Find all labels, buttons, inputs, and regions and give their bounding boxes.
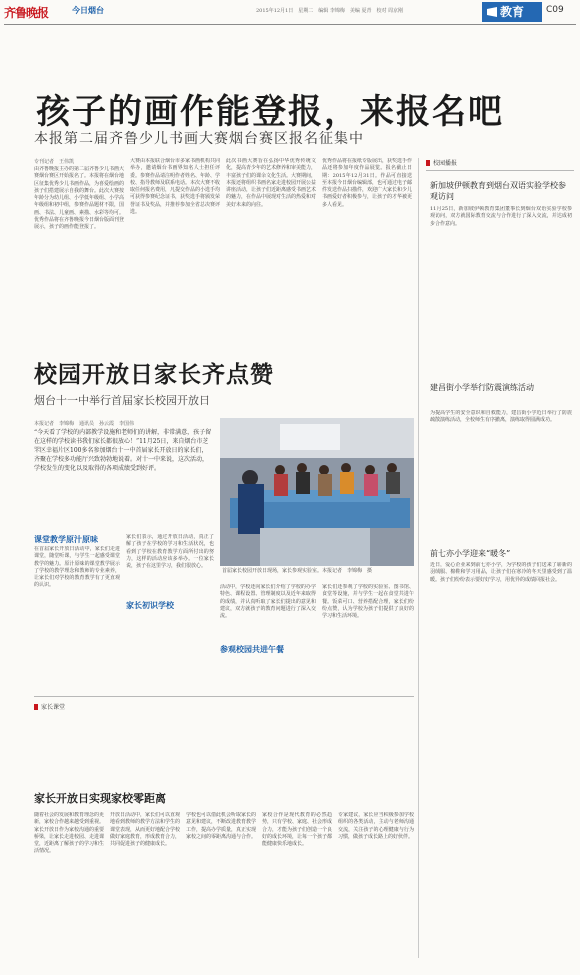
tag-marker — [34, 704, 38, 710]
sidebar-heading: 建昌街小学举行防震演练活动 — [430, 383, 534, 392]
article2-column: 家长们还参观了学校的实验室、图书馆、食堂等设施，并与学生一起在食堂共进午餐。饭菜可口、营养搭配合理，家长们纷纷点赞，认为学校为孩子们提供了良好的学习和生活环境。 — [322, 584, 414, 620]
article2-subhead: 烟台十一中举行首届家长校园开放日 — [34, 394, 210, 407]
sidebar-text: 为提高学生的安全意识和自救能力，建昌街小学近日举行了防震疏散演练活动，全校师生有序撤离，演练取得圆满成功。 — [430, 410, 572, 424]
section-label: 教育 — [500, 5, 525, 19]
open-day-photo — [220, 418, 414, 566]
article3-column: 家校合作是现代教育的必然趋势，只有学校、家庭、社会形成合力，才能为孩子们创造一个良好的成长环境，让每一个孩子都能健康快乐地成长。 — [262, 812, 332, 848]
article1-column: 由齐鲁晚报主办的第二届齐鲁少儿书画大赛烟台赛区开始报名了。本报将在烟台地区征集优秀少儿书画作品，为喜爱绘画的孩子们搭建展示自我的舞台。此次大赛按年龄分为幼儿组、小学低年级组、小学高年级组和初中组，参赛作品题材不限，国画、书法、儿童画、素描、水彩等均可。优秀作品将在齐鲁晚报今日烟台版面刊登展示，孩子的画作能登报了。 — [34, 166, 124, 231]
article3-column: 随着社会的发展和教育理念的更新，家校合作越来越受到重视。家长开放日作为家校沟通的重要桥梁，让家长走进校园、走进课堂，近距离了解孩子的学习和生活情况。 — [34, 812, 104, 855]
article1-subhead: 本报第二届齐鲁少儿书画大赛烟台赛区报名征集中 — [34, 131, 364, 147]
sidebar-text: 近日，爱心企业来到前七亦小学，为学校的孩子们送来了崭新的羽绒服、棉鞋和学习用品，让孩子们在寒冷的冬天里感受到了温暖。孩子们纷纷表示要好好学习，用优异的成绩回报社会。 — [430, 562, 572, 583]
article2-column: 在首届家长开放日活动中，家长们走进课堂，随堂听课，与学生一起感受课堂教学的魅力。原汁原味的课堂教学展示了学校的教学理念和教师的专业素养，让家长们对学校的教育教学有了更直观的认识。 — [34, 546, 120, 589]
article3-column: 学校也可以借此机会听取家长的意见和建议，不断改进教育教学工作，提高办学质量，真正实现家校之间的零距离沟通与合作。 — [186, 812, 256, 840]
section-divider — [34, 696, 414, 697]
article2-lead: “今天看了学校的内部教学设施和老师们的讲解，非常满意，孩子留在这样的学校读书我们家长都很放心！”11月25日，来自烟台市芝罘区幸福片区100多名参加烟台十一中首届家长开放日的家长们，齐聚在学校多功能厅兴致勃勃地说着。对十一中来说，这次活动，学校发生的变化以及取得的各项成绩受到好评。 — [34, 429, 212, 472]
article3-tag-label: 家长课堂 — [41, 704, 66, 711]
header-rule — [4, 24, 576, 25]
tag-marker — [426, 160, 430, 166]
sidebar-tag-label: 校园播报 — [433, 160, 458, 167]
classroom-photo-illustration — [220, 418, 414, 566]
section-icon — [487, 7, 497, 17]
sidebar-tag — [426, 158, 457, 167]
photo-caption: 首届家长校园开放日现场，家长参观实验室。本报记者 李锦梅 摄 — [222, 568, 373, 574]
newspaper-logo: 齐鲁晚报 — [4, 6, 49, 20]
article2-subtitle: 家长初识学校 — [126, 600, 174, 610]
section-badge — [482, 2, 542, 22]
edition-name: 今日烟台 — [72, 5, 104, 15]
page-number: C09 — [546, 5, 564, 15]
article3-column: 专家建议，家长应当积极参加学校组织的各类活动，主动与老师沟通交流，关注孩子的心理健康与行为习惯，做孩子成长路上的好伙伴。 — [338, 812, 414, 840]
article1-headline: 孩子的画作能登报，来报名吧 — [36, 92, 504, 132]
article1-column: 优秀作品将在报纸专版展出，获奖选手作品还将参加年度作品展览。报名截止日期：2015年12月31日。作品可直接送至本报今日烟台编辑部，也可通过电子邮件发送作品扫描件，欢迎广大家长和少儿书画爱好者积极参与，让孩子的才华被更多人看见。 — [322, 158, 412, 208]
article3-column: 开放日活动中，家长们可以直观地看到教师的教学方法和学生的课堂表现，从而更好地配合学校做好家庭教育，形成教育合力，共同促进孩子的健康成长。 — [110, 812, 180, 848]
column-divider — [418, 158, 419, 958]
issue-meta: 2015年12月1日 星期二 编辑 李锦梅 美编 夏青 校对 周京刚 — [256, 8, 404, 14]
article2-headline: 校园开放日家长齐点赞 — [34, 361, 274, 388]
article1-reporter: 专刊记者 王伟凯 — [34, 159, 75, 165]
article1-column: 此次书画大赛旨在弘扬中华优秀传统文化，提高青少年的艺术修养和审美能力，丰富孩子们的课余文化生活。大赛期间，本报还将组织书画名家走进校园开展公益讲座活动，让孩子们近距离感受书画艺术的魅力，在作品中展现对生活的热爱和对美好未来的向往。 — [226, 158, 316, 208]
sidebar-heading: 新加坡伊顿教育到烟台双语实验学校参观访问 — [430, 181, 566, 201]
sidebar-divider — [426, 170, 574, 171]
article2-subtitle: 课堂教学原汁原味 — [34, 534, 98, 544]
article2-column: 家长们表示，通过开放日活动，真正了解了孩子在学校的学习和生活状况，也看到了学校在教育教学方面所付出的努力，这样的活动应该多举办。一位家长说，孩子在这里学习，我们很放心。 — [126, 534, 214, 570]
article2-reporter: 本报记者 李锦梅 通讯员 孙云霞 李国伟 — [34, 421, 135, 427]
sidebar-text: 11月25日，新加坡伊顿教育集团董事长到烟台双语实验学校参观访问，双方就国际教育交流与合作进行了深入交流，并达成初步合作意向。 — [430, 206, 572, 227]
article3-tag — [34, 702, 65, 711]
article3-headline: 家长开放日实现家校零距离 — [34, 792, 166, 805]
article1-column: 大赛由本报联合烟台市多家书画机构共同举办，邀请烟台书画界知名人士担任评委。参赛作品请注明作者姓名、年龄、学校、指导教师及联系电话。本次大赛不收取任何报名费用，凡提交作品的小选手均可获得参赛纪念证书，获奖选手将颁发荣誉证书及奖品，并推荐参加全省总决赛评选。 — [130, 158, 220, 216]
sidebar-heading: 前七亦小学迎来“暖冬” — [430, 549, 511, 558]
article2-subtitle: 参观校园共进午餐 — [220, 644, 284, 654]
article2-column: 活动中，学校还向家长们介绍了学校的办学特色、课程设置、管理制度以及近年来取得的成绩，并认真听取了家长们提出的意见和建议，双方就孩子的教育问题进行了深入交流。 — [220, 584, 316, 620]
